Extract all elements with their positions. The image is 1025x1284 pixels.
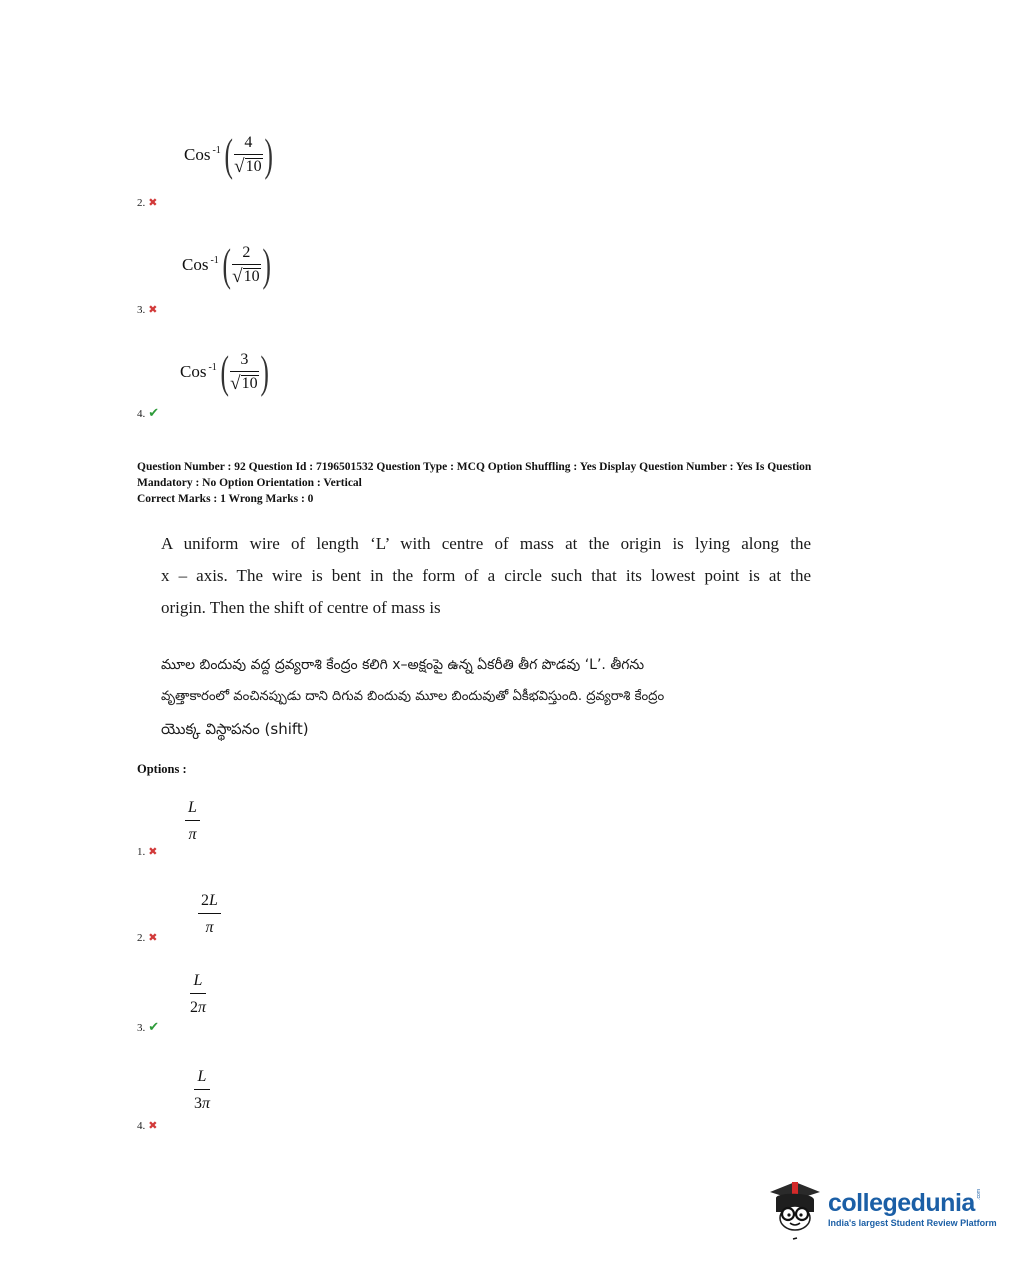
question-line-3: origin. Then the shift of centre of mass is	[161, 598, 441, 617]
numerator: L	[193, 972, 203, 989]
option-3-expression: $\frac{L}{2\pi}$	[190, 972, 207, 1016]
pi-symbol: π	[198, 999, 207, 1016]
wrong-cross-icon: ✖	[148, 846, 158, 858]
logo-tagline: India's largest Student Review Platform	[828, 1217, 997, 1228]
question-text-english	[161, 528, 811, 624]
pi-symbol: π	[202, 1095, 211, 1112]
prev-option-2-number: 2. ✖	[137, 197, 158, 209]
wrong-cross-icon: ✖	[148, 304, 158, 316]
options-label: Options :	[137, 762, 187, 776]
question-text-telugu	[161, 649, 811, 745]
exponent: -1	[212, 144, 221, 156]
option-2-number[interactable]: 2. ✖	[137, 932, 158, 944]
pi-symbol: π	[188, 826, 197, 843]
collegedunia-logo	[766, 1176, 997, 1246]
function-name: Cos	[184, 145, 211, 164]
numerator: 3	[240, 350, 249, 368]
radicand: 10	[241, 374, 258, 392]
meta-line-1: Question Number : 92 Question Id : 7196501532 Question Type : MCQ Option Shuffling : Yes Display Question Number : Yes Is Question	[137, 461, 812, 473]
function-name: Cos	[180, 362, 207, 381]
telugu-line-3: యొక్క విస్థాపనం (shift)	[161, 720, 309, 738]
wrong-cross-icon: ✖	[148, 1120, 158, 1132]
function-name: Cos	[182, 255, 209, 274]
prev-option-4-number: 4. ✔	[137, 405, 160, 420]
wrong-cross-icon: ✖	[148, 932, 158, 944]
prev-option-3-expression: Cos $^{-1}$ ( 2 √ 10 )	[182, 239, 271, 290]
exponent: -1	[208, 361, 217, 373]
numerator: L	[188, 799, 197, 816]
radicand: 10	[245, 157, 262, 175]
numerator: 2	[242, 243, 251, 261]
prev-option-2-expression: Cos $^{-1}$ ( 4 √ 10 )	[184, 129, 273, 180]
wrong-cross-icon: ✖	[148, 197, 158, 209]
prev-option-4-expression: Cos $^{-1}$ ( 3 √ 10 )	[180, 346, 269, 397]
question-meta	[137, 459, 897, 507]
question-line-2: x – axis. The wire is bent in the form of a circle such that its lowest point is at the	[161, 566, 811, 585]
logo-suffix: .com	[975, 1188, 982, 1200]
prev-option-3-number: 3. ✖	[137, 304, 158, 316]
correct-check-icon: ✔	[148, 405, 160, 420]
meta-line-2: Mandatory : No Option Orientation : Vertical	[137, 477, 362, 489]
telugu-line-1: మూల బిందువు వద్ద ద్రవ్యరాశి కేంద్రం కలిగి x–అక్షంపై ఉన్న ఏకరీతి తీగ పొడవు ‘L’. తీగను	[161, 657, 645, 673]
logo-wordmark: collegedunia	[828, 1188, 975, 1217]
numerator: 4	[244, 133, 253, 151]
question-line-1: A uniform wire of length ‘L’ with centre of mass at the origin is lying along the	[161, 534, 811, 553]
option-3-number[interactable]: 3. ✔	[137, 1019, 160, 1034]
exponent: -1	[210, 254, 219, 266]
radicand: 10	[243, 267, 260, 285]
meta-line-3: Correct Marks : 1 Wrong Marks : 0	[137, 493, 314, 505]
option-1-expression	[185, 799, 200, 843]
correct-check-icon: ✔	[148, 1019, 160, 1034]
option-4-expression: $\frac{L}{3\pi}$	[194, 1068, 211, 1112]
telugu-line-2: వృత్తాకారంలో వంచినప్పుడు దాని దిగువ బిందువు మూల బిందువుతో ఏకీభవిస్తుంది. ద్రవ్యరాశి కేంద్రం	[161, 689, 665, 704]
numerator: L	[197, 1068, 207, 1085]
option-1-number[interactable]: 1. ✖	[137, 846, 158, 858]
pi-symbol: π	[205, 919, 214, 936]
graduate-mascot-icon	[766, 1176, 824, 1246]
numerator: 2L	[201, 892, 218, 909]
option-4-number[interactable]: 4. ✖	[137, 1120, 158, 1132]
option-2-expression	[198, 892, 221, 936]
